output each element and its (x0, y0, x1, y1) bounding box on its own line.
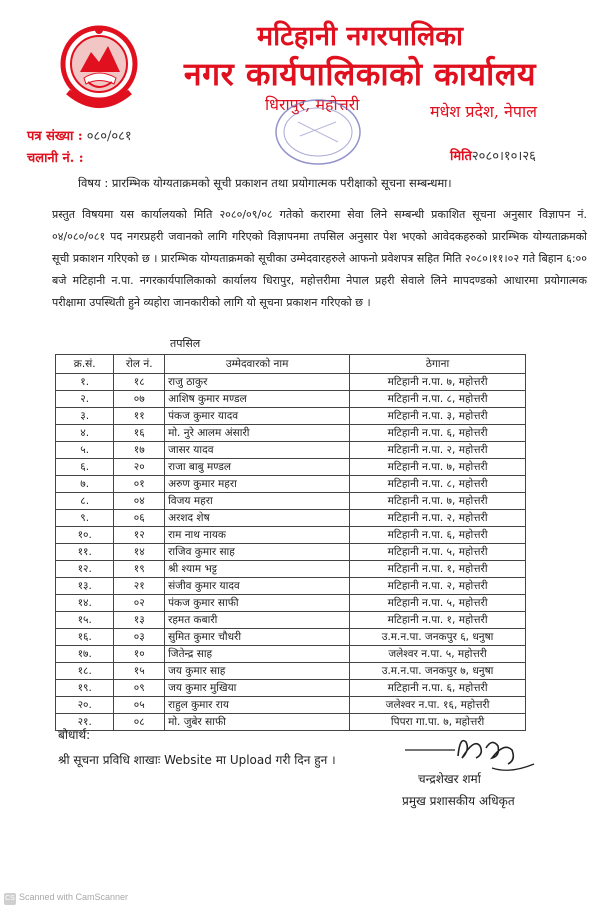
cell-roll: ०३ (114, 629, 165, 646)
cell-serial: १५. (56, 612, 114, 629)
cell-serial: ११. (56, 544, 114, 561)
cell-serial: ६. (56, 459, 114, 476)
cell-serial: ५. (56, 442, 114, 459)
cell-address: जलेश्वर न.पा. ५, महोत्तरी (350, 646, 526, 663)
candidate-table (55, 354, 526, 731)
table-row (56, 425, 526, 442)
cell-address: मटिहानी न.पा. २, महोत्तरी (350, 442, 526, 459)
cell-address: मटिहानी न.पा. ६, महोत्तरी (350, 527, 526, 544)
table-row (56, 408, 526, 425)
table-row (56, 646, 526, 663)
cell-roll: ०८ (114, 714, 165, 731)
cell-roll: १६ (114, 425, 165, 442)
cell-roll: १७ (114, 442, 165, 459)
cell-name: सुमित कुमार चौधरी (165, 629, 350, 646)
cell-address: उ.म.न.पा. जनकपुर ७, धनुषा (350, 663, 526, 680)
cell-roll: ०२ (114, 595, 165, 612)
cell-serial: ७. (56, 476, 114, 493)
table-row (56, 544, 526, 561)
letter-date-value: २०८०।१०।२६ (471, 149, 536, 164)
camscanner-text: Scanned with CamScanner (19, 892, 129, 902)
table-row (56, 629, 526, 646)
ref-number-value: ०८०/०८१ (86, 129, 132, 144)
cell-name: मो. नुरे आलम अंसारी (165, 425, 350, 442)
col-header-roll: रोल नं. (114, 355, 165, 374)
table-row (56, 697, 526, 714)
cell-name: आशिष कुमार मण्डल (165, 391, 350, 408)
office-province: मधेश प्रदेश, नेपाल (430, 102, 537, 121)
cell-name: श्री श्याम भट्ट (165, 561, 350, 578)
cell-name: राजु ठाकुर (165, 374, 350, 391)
ref-number-label: पत्र संख्या : (27, 129, 83, 144)
cell-name: अरशद शेष (165, 510, 350, 527)
cell-name: जय कुमार साह (165, 663, 350, 680)
cell-name: मो. जुबेर साफी (165, 714, 350, 731)
cell-address: मटिहानी न.पा. ५, महोत्तरी (350, 544, 526, 561)
cell-name: पंकज कुमार यादव (165, 408, 350, 425)
cell-address: मटिहानी न.पा. २, महोत्तरी (350, 510, 526, 527)
col-header-name: उम्मेदवारको नाम (165, 355, 350, 374)
cell-address: उ.म.न.पा. जनकपुर ६, धनुषा (350, 629, 526, 646)
cell-roll: १४ (114, 544, 165, 561)
cell-serial: २०. (56, 697, 114, 714)
ref-number (27, 126, 132, 144)
cell-address: मटिहानी न.पा. २, महोत्तरी (350, 578, 526, 595)
cell-address: मटिहानी न.पा. १, महोत्तरी (350, 561, 526, 578)
cell-name: जितेन्द्र साह (165, 646, 350, 663)
cell-name: जय कुमार मुखिया (165, 680, 350, 697)
cell-address: मटिहानी न.पा. ७, महोत्तरी (350, 493, 526, 510)
cell-address: मटिहानी न.पा. ५, महोत्तरी (350, 595, 526, 612)
cell-serial: १७. (56, 646, 114, 663)
cell-name: जासर यादव (165, 442, 350, 459)
cell-address: पिपरा गा.पा. ७, महोत्तरी (350, 714, 526, 731)
notice-subject: विषय : प्रारम्भिक योग्यताक्रमको सूची प्रकाशन तथा प्रयोगात्मक परीक्षाको सूचना सम्बन्धमा। (78, 176, 452, 190)
camscanner-footer (4, 892, 128, 905)
cell-serial: १२. (56, 561, 114, 578)
table-row (56, 391, 526, 408)
dispatch-number (27, 148, 88, 166)
cell-name: विजय महरा (165, 493, 350, 510)
cell-serial: ४. (56, 425, 114, 442)
table-row (56, 442, 526, 459)
table-row (56, 527, 526, 544)
cell-roll: १० (114, 646, 165, 663)
cell-address: जलेश्वर न.पा. १६, महोत्तरी (350, 697, 526, 714)
cell-serial: १३. (56, 578, 114, 595)
table-row (56, 595, 526, 612)
office-name: नगर कार्यपालिकाको कार्यालय (183, 55, 537, 93)
cell-name: पंकज कुमार साफी (165, 595, 350, 612)
cell-name: रहमत कबारी (165, 612, 350, 629)
cc-line: श्री सूचना प्रविधि शाखाः Website मा Upload गरी दिन हुन । (58, 753, 336, 767)
cell-roll: ०९ (114, 680, 165, 697)
nepal-emblem-icon (58, 22, 140, 110)
cell-address: मटिहानी न.पा. ८, महोत्तरी (350, 476, 526, 493)
table-header-row (56, 355, 526, 374)
camscanner-logo-icon: CS (4, 893, 16, 905)
cell-address: मटिहानी न.पा. ६, महोत्तरी (350, 680, 526, 697)
cell-serial: ८. (56, 493, 114, 510)
cell-name: राम नाथ नायक (165, 527, 350, 544)
table-row (56, 459, 526, 476)
cell-roll: १५ (114, 663, 165, 680)
cell-roll: ११ (114, 408, 165, 425)
cell-address: मटिहानी न.पा. ३, महोत्तरी (350, 408, 526, 425)
cell-address: मटिहानी न.पा. १, महोत्तरी (350, 612, 526, 629)
org-name: मटिहानी नगरपालिका (256, 21, 464, 52)
table-row (56, 510, 526, 527)
cell-serial: १८. (56, 663, 114, 680)
cell-address: मटिहानी न.पा. ६, महोत्तरी (350, 425, 526, 442)
cell-roll: १८ (114, 374, 165, 391)
col-header-serial: क्र.सं. (56, 355, 114, 374)
office-address: धिरापुर, महोत्तरी (265, 95, 360, 114)
table-row (56, 561, 526, 578)
signatory-name: चन्द्रशेखर शर्मा (418, 772, 481, 786)
signatory-title: प्रमुख प्रशासकीय अधिकृत (402, 794, 515, 808)
office-stamp (258, 92, 378, 170)
cell-address: मटिहानी न.पा. ७, महोत्तरी (350, 374, 526, 391)
cell-roll: १९ (114, 561, 165, 578)
cell-roll: ०१ (114, 476, 165, 493)
table-row (56, 663, 526, 680)
cell-name: राजिव कुमार साह (165, 544, 350, 561)
cell-serial: १९. (56, 680, 114, 697)
cell-serial: १६. (56, 629, 114, 646)
cell-name: अरुण कुमार महरा (165, 476, 350, 493)
cell-roll: ०५ (114, 697, 165, 714)
cell-serial: १. (56, 374, 114, 391)
table-caption: तपसिल (170, 337, 201, 350)
cell-name: संजीव कुमार यादव (165, 578, 350, 595)
cell-address: मटिहानी न.पा. ७, महोत्तरी (350, 459, 526, 476)
cc-title: बोधार्थ: (58, 728, 91, 742)
table-row (56, 374, 526, 391)
cell-serial: ९. (56, 510, 114, 527)
cell-roll: ०६ (114, 510, 165, 527)
col-header-address: ठेगाना (350, 355, 526, 374)
letter-date-label: मिति (450, 149, 472, 164)
cell-name: राहुल कुमार राय (165, 697, 350, 714)
cell-roll: ०४ (114, 493, 165, 510)
table-row (56, 578, 526, 595)
cell-roll: २० (114, 459, 165, 476)
dispatch-number-label: चलानी नं. : (27, 151, 84, 166)
cell-serial: १४. (56, 595, 114, 612)
cell-name: राजा बाबु मण्डल (165, 459, 350, 476)
cell-serial: १०. (56, 527, 114, 544)
cell-address: मटिहानी न.पा. ८, महोत्तरी (350, 391, 526, 408)
letter-date (450, 146, 536, 164)
cell-roll: १३ (114, 612, 165, 629)
notice-body: प्रस्तुत विषयमा यस कार्यालयको मिति २०८०/०९/०८ गतेको करारमा सेवा लिने सम्बन्धी प्रकाशित सूचना अनुसार विज्ञापन नं. ०४/०८०/०८१ पद नगरप्रहरी जवानको लागि गरिएको विज्ञापनमा तपसिल अनुसार पेश भएको आवेदकहरुको प्रारम्भिक योग्यताक्रमको सूची प्रकाशन गरिएको छ । प्रारम्भिक योग्यताक्रमको सूचीका उम्मेदवारहरुले आफनो प्रवेशपत्र सहित मिति २०८०।११।०२ गते बिहान ६:०० बजे मटिहानी न.पा. नगरकार्यपालिकाको कार्यालय धिरापुर, महोत्तरीमा नेपाल प्रहरी सेवाले लिने मापदण्डको आधारमा प्रयोगात्मक परीक्षामा उपस्थिती हुने व्यहोरा जानकारीको लागि यो सूचना प्रकाशन गरिएको छ । (52, 208, 587, 309)
cell-serial: २. (56, 391, 114, 408)
cell-serial: ३. (56, 408, 114, 425)
table-row (56, 493, 526, 510)
table-row (56, 612, 526, 629)
cell-roll: २१ (114, 578, 165, 595)
table-row (56, 476, 526, 493)
cell-serial: २१. (56, 714, 114, 731)
table-row (56, 680, 526, 697)
cell-roll: १२ (114, 527, 165, 544)
cell-roll: ०७ (114, 391, 165, 408)
